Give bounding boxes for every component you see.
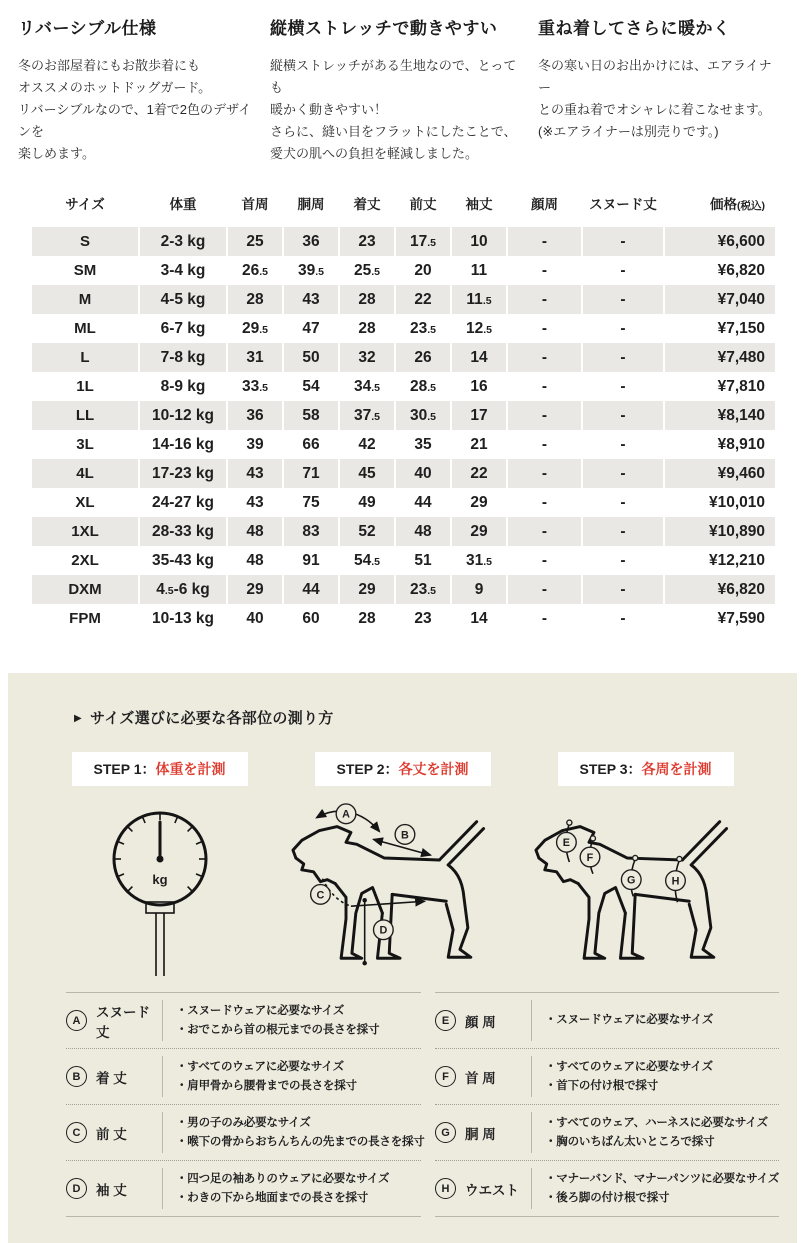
table-cell: 66 [302,435,320,453]
letter-badge: D [66,1178,87,1199]
step-3-badge [558,752,734,786]
table-cell: 37.5 [340,401,394,430]
table-cell: - [541,319,548,337]
table-cell: 10-12 kg [140,401,226,430]
feature-text: 冬の寒い日のお出かけには、エアライナー との重ね着でオシャレに着こなせます。 (※エアライナーは別売りです。) [538,58,772,139]
table-cell: 31.5 [465,551,492,569]
definition-term-label: 前 丈 [96,1126,127,1142]
table-cell: 9 [452,575,506,604]
table-cell: 29 [452,517,506,546]
definition-term-label: 首 周 [465,1070,496,1086]
step-1-prefix: STEP 1： [93,761,156,777]
table-cell: ¥10,890 [665,517,775,546]
table-cell: LL [32,401,138,430]
table-cell: 1L [76,378,94,395]
table-cell: 43 [246,493,264,511]
definition-notes [531,1056,713,1097]
table-cell: SM [73,262,97,279]
table-row [32,285,775,314]
step-2-column [281,752,524,990]
definition-note-line: ・喉下の骨からおちんちんの先までの長さを採寸 [176,1135,425,1148]
table-cell: 29 [228,575,282,604]
table-cell: - [508,227,581,256]
measuring-guide-heading [74,707,797,728]
definition-note-line: ・首下の付け根で採寸 [545,1079,658,1092]
definition-notes [162,1168,389,1209]
table-cell: 50 [284,343,338,372]
table-cell: 4.5-6 kg [140,575,226,604]
feature-title: リバーシブル仕様 [18,19,157,38]
table-cell: - [620,435,626,453]
step-3-illustration [533,802,759,990]
table-cell: ¥10,010 [708,493,765,511]
table-cell: - [620,377,626,395]
feature-text: 冬のお部屋着にもお散歩着にも オススメのホットドッグガード。 リバーシブルなので、1着で2色のデザインを 楽しめます。 [18,58,252,161]
table-cell: - [620,551,626,569]
marker-letter-g: G [626,874,635,887]
table-cell: ¥8,910 [717,435,765,453]
feature-title: 重ね着してさらに暖かく [538,19,731,38]
table-cell: 42 [358,435,376,453]
definition-row [66,1160,421,1216]
letter-badge: F [435,1066,456,1087]
definition-term [66,1000,162,1041]
definition-row [435,1160,779,1216]
definition-row [435,993,779,1048]
table-cell: 4-5 kg [140,285,226,314]
definition-notes [531,1112,768,1153]
dog-length-diagram [290,802,516,974]
table-cell: - [620,493,626,511]
feature-column [270,14,538,165]
table-row [32,604,775,633]
table-cell: 48 [246,551,264,569]
table-cell: 40 [246,609,264,627]
definition-note-line: ・すべてのウェア、ハーネスに必要なサイズ [545,1116,768,1129]
table-cell: 39 [246,435,264,453]
definition-term [66,1056,162,1097]
marker-letter-c: C [316,889,324,902]
letter-badge: H [435,1178,456,1199]
table-cell: DXM [32,575,138,604]
definition-term-label: ウエスト [465,1182,519,1198]
table-cell: - [508,401,581,430]
table-row [32,227,775,256]
definition-note-line: ・わきの下から地面までの長さを採寸 [176,1191,369,1204]
table-cell: 58 [284,401,338,430]
table-cell: 45 [340,459,394,488]
step-1-badge [72,752,248,786]
table-cell: - [583,227,663,256]
definition-note-line: ・すべてのウェアに必要なサイズ [545,1060,713,1073]
table-cell: - [583,285,663,314]
table-cell: 25.5 [353,261,380,279]
table-cell: - [541,377,548,395]
table-cell: - [508,517,581,546]
definition-note-line: ・スヌードウェアに必要なサイズ [545,1014,714,1026]
table-cell: - [583,401,663,430]
letter-badge: B [66,1066,87,1087]
table-cell: 17.5 [396,227,450,256]
definition-note-line: ・男の子のみ必要なサイズ [176,1116,311,1129]
table-cell: - [541,261,548,279]
definition-term [66,1168,162,1209]
step-2-prefix: STEP 2： [336,761,399,777]
table-cell: 54.5 [353,551,380,569]
table-row [32,343,775,372]
table-cell: 6-7 kg [160,319,206,337]
feature-column [18,14,270,165]
definition-note-line: ・胸のいちばん太いところで採寸 [545,1135,715,1148]
table-cell: 23 [340,227,394,256]
table-row [32,575,775,604]
table-cell: - [508,285,581,314]
step-3-prefix: STEP 3： [579,761,642,777]
definition-term [435,1112,531,1153]
table-cell: 35-43 kg [151,551,215,569]
dog-girth-diagram [533,802,759,974]
table-cell: - [620,609,626,627]
letter-badge: G [435,1122,456,1143]
table-cell: ¥7,810 [717,377,765,395]
definition-term-label: スヌード丈 [96,1004,150,1040]
measurement-definitions [8,992,797,1217]
measuring-guide-heading-text: サイズ選びに必要な各部位の測り方 [90,710,334,727]
table-cell: ¥6,600 [665,227,775,256]
definitions-left [66,992,425,1217]
marker-letter-d: D [378,924,387,937]
definition-note-line: ・後ろ脚の付け根で採寸 [545,1191,670,1204]
measuring-guide-panel [8,673,797,1243]
table-cell: 17 [452,401,506,430]
column-header: 前丈 [409,197,437,212]
table-cell: 24-27 kg [151,493,215,511]
definition-note-line: ・すべてのウェアに必要なサイズ [176,1060,344,1073]
size-table [30,185,777,633]
table-row [32,517,775,546]
definition-term [66,1112,162,1153]
scale-unit-label: kg [151,872,168,887]
definition-notes [531,1168,779,1209]
table-cell: 60 [302,609,320,627]
table-cell: 36 [228,401,282,430]
definition-row [435,1048,779,1104]
definition-term [435,1168,531,1209]
definition-notes [531,1000,713,1041]
definition-term-label: 顔 周 [465,1014,496,1030]
definition-row [66,1104,425,1160]
column-header: 着丈 [353,197,381,212]
definition-note-line: ・マナーバンド、マナーパンツに必要なサイズ [545,1172,780,1185]
table-cell: M [32,285,138,314]
table-cell: - [583,575,663,604]
table-cell: 1XL [32,517,138,546]
table-cell: ¥7,480 [665,343,775,372]
step-1-column [38,752,281,990]
table-cell: 75 [302,493,320,511]
marker-letter-b: B [400,829,409,842]
step-3-label: 各周を計測 [641,761,712,777]
table-cell: 7-8 kg [140,343,226,372]
marker-letter-f: F [586,851,593,864]
table-cell: 43 [228,459,282,488]
letter-badge: E [435,1010,456,1031]
table-cell: 14 [452,343,506,372]
table-cell: 33.5 [241,377,268,395]
table-cell: 10-13 kg [151,609,215,627]
table-cell: - [620,319,626,337]
table-cell: ¥9,460 [665,459,775,488]
table-cell: 48 [228,517,282,546]
triangle-bullet-icon: ▶ [74,713,82,724]
table-cell: 26 [396,343,450,372]
table-cell: - [583,517,663,546]
table-cell: 71 [284,459,338,488]
definition-notes [162,1000,379,1041]
table-cell: 28-33 kg [140,517,226,546]
table-cell: 11.5 [452,285,506,314]
feature-title: 縦横ストレッチで動きやすい [270,19,498,38]
column-header: 価格(税込) [710,197,765,212]
size-table-header-row [32,185,775,227]
table-row [32,314,775,343]
table-cell: 83 [284,517,338,546]
table-cell: 39.5 [297,261,324,279]
table-cell: 51 [414,551,432,569]
step-1-label: 体重を計測 [155,761,226,777]
table-cell: 44 [284,575,338,604]
table-cell: 28 [340,285,394,314]
table-cell: ¥12,210 [708,551,765,569]
table-cell: 29 [470,493,488,511]
table-cell: L [32,343,138,372]
definition-note-line: ・四つ足の袖ありのウェアに必要なサイズ [176,1172,390,1185]
table-cell: 29.5 [241,319,268,337]
table-cell: 20 [414,261,432,279]
table-cell: 21 [470,435,488,453]
table-cell: 28 [228,285,282,314]
definition-note-line: ・肩甲骨から腰骨までの長さを採寸 [176,1079,357,1092]
step-1-illustration [100,802,220,990]
letter-badge: C [66,1122,87,1143]
table-cell: - [508,343,581,372]
table-cell: 54 [302,377,320,395]
table-cell: 14-16 kg [151,435,215,453]
table-cell: 3L [76,436,94,453]
definition-term [435,1056,531,1097]
table-cell: - [541,609,548,627]
size-table-body [32,227,775,633]
table-cell: FPM [69,610,101,627]
column-header: サイズ [65,197,105,212]
table-row [32,459,775,488]
table-cell: 23.5 [396,575,450,604]
table-cell: 22 [452,459,506,488]
table-row [32,256,775,285]
table-cell: - [508,459,581,488]
table-cell: 34.5 [353,377,380,395]
table-cell: 22 [396,285,450,314]
column-header: スヌード丈 [589,197,657,212]
table-cell: - [508,575,581,604]
feature-text: 縦横ストレッチがある生地なので、とっても 暖かく動きやすい！ さらに、縫い目をフラットにしたことで、 愛犬の肌への負担を軽減しました。 [270,58,517,161]
table-cell: 8-9 kg [160,377,206,395]
definition-row [66,1048,421,1104]
definition-term-label: 着 丈 [96,1070,127,1086]
table-cell: 17-23 kg [140,459,226,488]
table-cell: 48 [396,517,450,546]
definition-note-line: ・おでこから首の根元までの長さを採寸 [176,1023,380,1036]
table-cell: 47 [302,319,320,337]
step-2-label: 各丈を計測 [398,761,469,777]
definition-row [66,993,421,1048]
table-cell: 28 [358,609,376,627]
table-cell: 32 [340,343,394,372]
table-cell: 16 [470,377,488,395]
feature-columns [0,0,805,165]
table-cell: 40 [396,459,450,488]
definition-notes [162,1056,357,1097]
column-header: 首周 [241,197,269,212]
table-cell: 36 [284,227,338,256]
marker-letter-h: H [671,875,679,888]
table-cell: ¥8,140 [665,401,775,430]
table-cell: S [32,227,138,256]
table-cell: - [583,459,663,488]
feature-column [538,14,791,165]
table-cell: 25 [228,227,282,256]
table-cell: 4L [32,459,138,488]
column-header: 袖丈 [465,197,493,212]
table-cell: ¥7,040 [665,285,775,314]
step-2-badge [315,752,491,786]
table-row [32,401,775,430]
table-cell: 23.5 [409,319,436,337]
step-2-illustration [290,802,516,990]
table-cell: - [620,261,626,279]
table-cell: 10 [452,227,506,256]
table-cell: - [541,435,548,453]
table-cell: 29 [340,575,394,604]
definition-term-label: 胴 周 [465,1126,496,1142]
table-cell: 52 [340,517,394,546]
steps-row [8,752,797,990]
table-cell: 31 [228,343,282,372]
weight-scale-illustration [100,802,220,980]
table-cell: ¥6,820 [665,575,775,604]
table-cell: 28.5 [409,377,436,395]
table-cell: 26.5 [241,261,268,279]
table-cell: 12.5 [465,319,492,337]
table-row [32,546,775,575]
step-3-column [524,752,767,990]
marker-letter-a: A [341,808,350,821]
table-cell: 11 [470,261,488,279]
table-cell: 43 [284,285,338,314]
table-row [32,488,775,517]
table-cell: - [541,551,548,569]
definitions-right [435,992,779,1217]
table-cell: 2-3 kg [140,227,226,256]
table-cell: 44 [414,493,432,511]
table-cell: 91 [302,551,320,569]
marker-letter-e: E [562,837,570,850]
table-cell: ¥7,150 [717,319,765,337]
table-cell: - [583,343,663,372]
definition-note-line: ・スヌードウェアに必要なサイズ [176,1004,345,1017]
table-cell: 49 [358,493,376,511]
table-cell: 14 [470,609,488,627]
table-cell: ¥7,590 [717,609,765,627]
column-header: 胴周 [297,197,325,212]
table-cell: - [541,493,548,511]
table-cell: 28 [358,319,376,337]
column-header: 体重 [169,197,197,212]
column-header: 顔周 [531,197,558,212]
table-row [32,372,775,401]
definition-term [435,1000,531,1041]
table-cell: ML [74,320,96,337]
table-cell: XL [75,494,95,511]
definition-term-label: 袖 丈 [96,1182,127,1198]
definition-notes [162,1112,425,1153]
table-cell: 35 [414,435,432,453]
table-cell: 3-4 kg [160,261,206,279]
table-cell: ¥6,820 [717,261,765,279]
table-row [32,430,775,459]
table-cell: 30.5 [396,401,450,430]
definition-row [435,1104,779,1160]
table-cell: 23 [414,609,432,627]
letter-badge: A [66,1010,87,1031]
table-cell: 2XL [71,552,99,569]
